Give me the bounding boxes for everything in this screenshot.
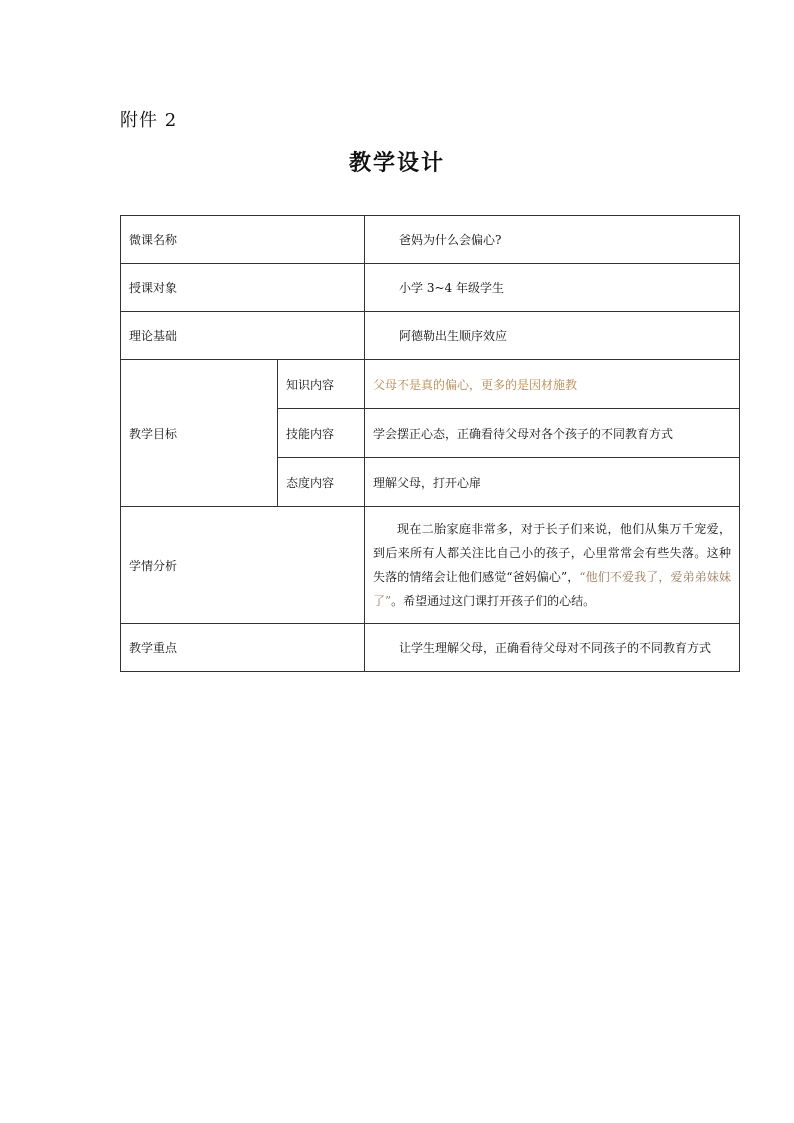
attitude-value: 理解父母，打开心扉 — [365, 458, 740, 507]
knowledge-label: 知识内容 — [278, 360, 365, 409]
focus-value: 让学生理解父母，正确看待父母对不同孩子的不同教育方式 — [365, 624, 740, 672]
course-name-value: 爸妈为什么会偏心? — [365, 216, 740, 264]
analysis-text-quote: “他们不爱我了，爱弟弟妹妹了” — [373, 570, 731, 608]
attachment-label: 附件 2 — [120, 110, 178, 131]
attitude-label: 态度内容 — [278, 458, 365, 507]
goals-label: 教学目标 — [121, 360, 278, 507]
analysis-text-b: 。希望通过这门课打开孩子们的心结。 — [391, 594, 596, 608]
target-label: 授课对象 — [121, 264, 365, 312]
table-row-goal-knowledge — [121, 360, 740, 409]
table-row-focus — [121, 624, 740, 672]
target-value: 小学 3~4 年级学生 — [365, 264, 740, 312]
table-row-theory — [121, 312, 740, 360]
table-row-target — [121, 264, 740, 312]
table-row-analysis — [121, 507, 740, 624]
lesson-design-table — [120, 215, 740, 672]
skill-value: 学会摆正心态，正确看待父母对各个孩子的不同教育方式 — [365, 409, 740, 458]
document-title: 教学设计 — [348, 150, 445, 176]
table-row-course-name — [121, 216, 740, 264]
knowledge-value: 父母不是真的偏心，更多的是因材施教 — [365, 360, 740, 409]
analysis-text-a: 现在二胎家庭非常多，对于长子们来说，他们从集万千宠爱，到后来所有人都关注比自己小的孩子，心里常常会有些失落。这种失落的情绪会让他们感觉“爸妈偏心”， — [373, 522, 731, 584]
analysis-label: 学情分析 — [121, 507, 365, 624]
focus-label: 教学重点 — [121, 624, 365, 672]
analysis-value — [365, 507, 740, 624]
course-name-label: 微课名称 — [121, 216, 365, 264]
theory-value: 阿德勒出生顺序效应 — [365, 312, 740, 360]
theory-label: 理论基础 — [121, 312, 365, 360]
skill-label: 技能内容 — [278, 409, 365, 458]
